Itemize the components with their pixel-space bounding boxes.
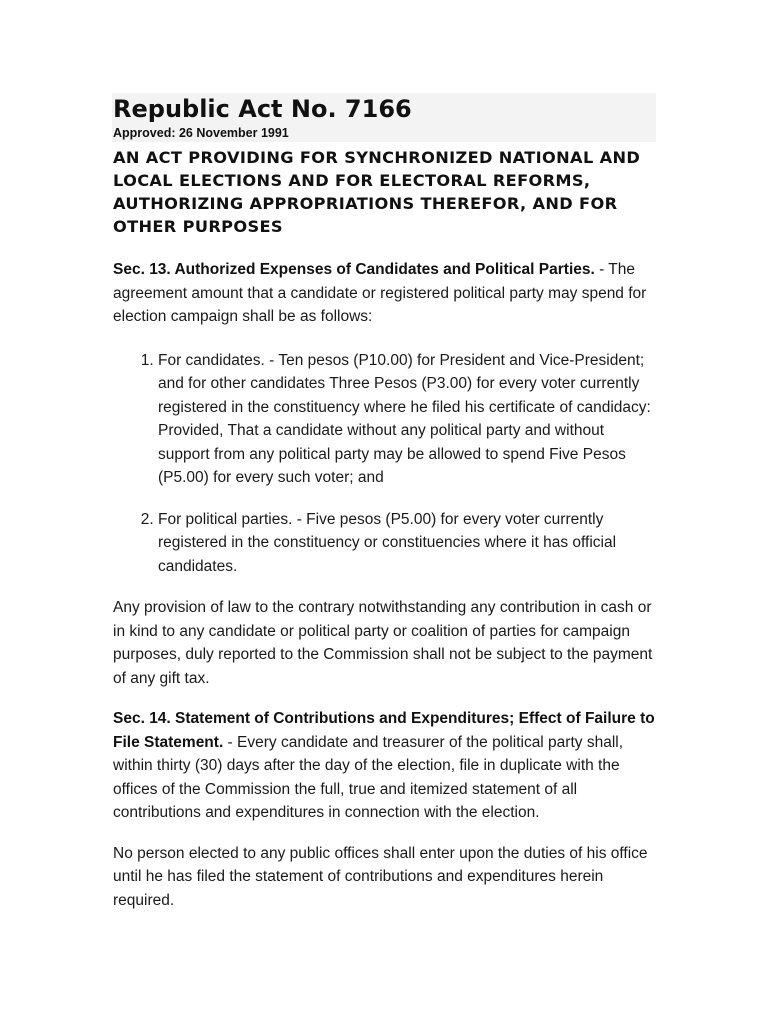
section-14-heading: Sec. 14. Statement of Contributions and Expenditures; Effect of Failure to File Statement. [113, 710, 655, 751]
gift-tax-paragraph: Any provision of law to the contrary notwithstanding any contribution in cash or in kind to any candidate or political party or coalition of parties for campaign purposes, duly reported to the Commission shall not be subject to the payment of any gift tax. [113, 599, 653, 687]
approval-date: Approved: 26 November 1991 [113, 126, 289, 140]
document-page [113, 93, 657, 912]
list-item-candidates: 1. For candidates. - Ten pesos (P10.00) for President and Vice-President; and for other candidates Three Pesos (P3.00) for every voter currently registered in the constituency where he filed his certificate of candidacy: Provided, That a candidate without any political party and without support from any political party may be allowed to spend Five Pesos (P5.00) for every such voter; and [158, 349, 657, 490]
section-14-text: - Every candidate and treasurer of the political party shall, within thirty (30) days after the day of the election, file in duplicate with the offices of the Commission the full, true and itemized statement of all contributions and expenditures in connection with the election. [113, 733, 624, 821]
section-14-paragraph [113, 707, 657, 825]
list-item-political-parties: 2. For political parties. - Five pesos (P5.00) for every voter currently registered in the constituency or constituencies where it has official candidates. [158, 508, 657, 579]
section-13-heading: Sec. 13. Authorized Expenses of Candidates and Political Parties. [113, 261, 595, 278]
title-block [112, 93, 656, 142]
expense-limits-list [113, 349, 657, 579]
section-13-text: - The agreement amount that a candidate or registered political party may spend for election campaign shall be as follows: [113, 261, 647, 325]
act-subtitle: AN ACT PROVIDING FOR SYNCHRONIZED NATIONAL AND LOCAL ELECTIONS AND FOR ELECTORAL REFORMS, AUTHORIZING APPROPRIATIONS THEREFOR, AND FOR OTHER PURPOSES [113, 148, 641, 236]
public-office-paragraph: No person elected to any public offices shall enter upon the duties of his office until he has filed the statement of contributions and expenditures herein required. [113, 844, 648, 909]
section-13-paragraph [113, 258, 657, 329]
page-title: Republic Act No. 7166 [113, 95, 412, 123]
